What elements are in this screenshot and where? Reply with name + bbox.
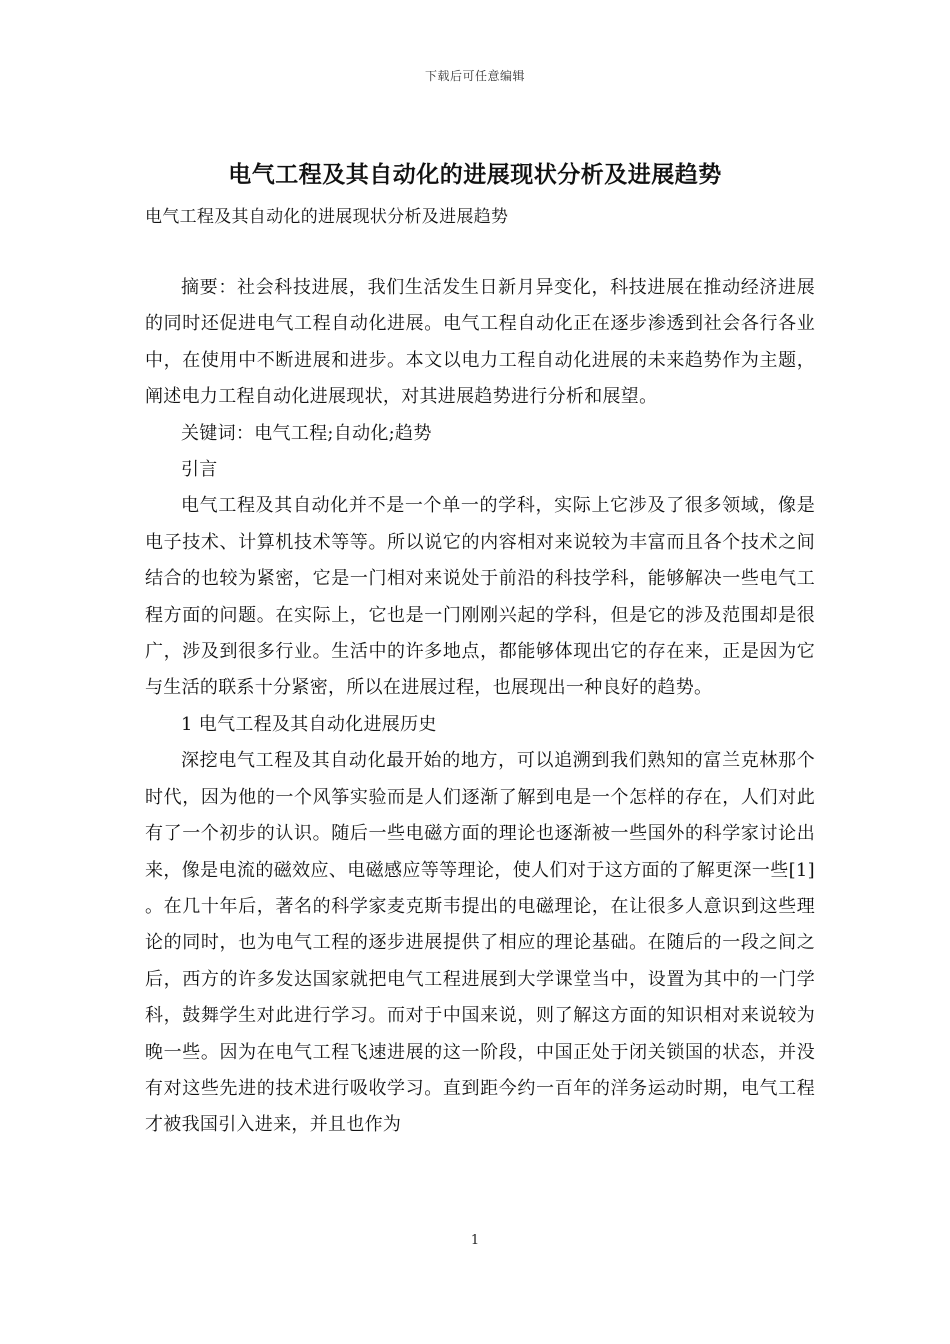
document-title: 电气工程及其自动化的进展现状分析及进展趋势 (228, 161, 722, 188)
introduction-paragraph: 电气工程及其自动化并不是一个单一的学科，实际上它涉及了很多领域，像是电子技术、计算机技术等等。所以说它的内容相对来说较为丰富而且各个技术之间结合的也较为紧密，它是一门相对来说处于前沿的科技学科，能够解决一些电气工程方面的问题。在实际上，它也是一门刚刚兴起的学科，但是它的涉及范围却是很广，涉及到很多行业。生活中的许多地点，都能够体现出它的存在来，正是因为它与生活的联系十分紧密，所以在进展过程，也展现出一种良好的趋势。 (145, 495, 815, 699)
section-1-paragraph: 深挖电气工程及其自动化最开始的地方，可以追溯到我们熟知的富兰克林那个时代，因为他的一个风筝实验而是人们逐渐了解到电是一个怎样的存在，人们对此有了一个初步的认识。随后一些电磁方面的理论也逐渐被一些国外的科学家讨论出来，像是电流的磁效应、电磁感应等等理论，使人们对于这方面的了解更深一些[1] 。在几十年后，著名的科学家麦克斯韦提出的电磁理论，在让很多人意识到这些理论的同时，也为电气工程的逐步进展提供了相应的理论基础。在随后的一段之间之后，西方的许多发达国家就把电气工程进展到大学课堂当中，设置为其中的一门学科，鼓舞学生对此进行学习。而对于中国来说，则了解这方面的知识相对来说较为晚一些。因为在电气工程飞速进展的这一阶段，中国正处于闭关锁国的状态，并没有对这些先进的技术进行吸收学习。直到距今约一百年的洋务运动时期，电气工程才被我国引入进来，并且也作为 (145, 750, 815, 1136)
page-number: 1 (470, 1233, 480, 1248)
document-subtitle: 电气工程及其自动化的进展现状分析及进展趋势 (145, 207, 509, 227)
header-note: 下载后可任意编辑 (424, 69, 525, 83)
introduction-heading: 引言 (181, 459, 218, 481)
document-body (145, 270, 815, 1144)
section-1-heading: 1 电气工程及其自动化进展历史 (181, 713, 437, 735)
abstract-paragraph: 摘要：社会科技进展，我们生活发生日新月异变化，科技进展在推动经济进展的同时还促进电气工程自动化进展。电气工程自动化正在逐步渗透到社会各行各业中，在使用中不断进展和进步。本文以电力工程自动化进展的未来趋势作为主题，阐述电力工程自动化进展现状，对其进展趋势进行分析和展望。 (145, 277, 815, 408)
keywords-paragraph: 关键词：电气工程;自动化;趋势 (181, 422, 432, 444)
